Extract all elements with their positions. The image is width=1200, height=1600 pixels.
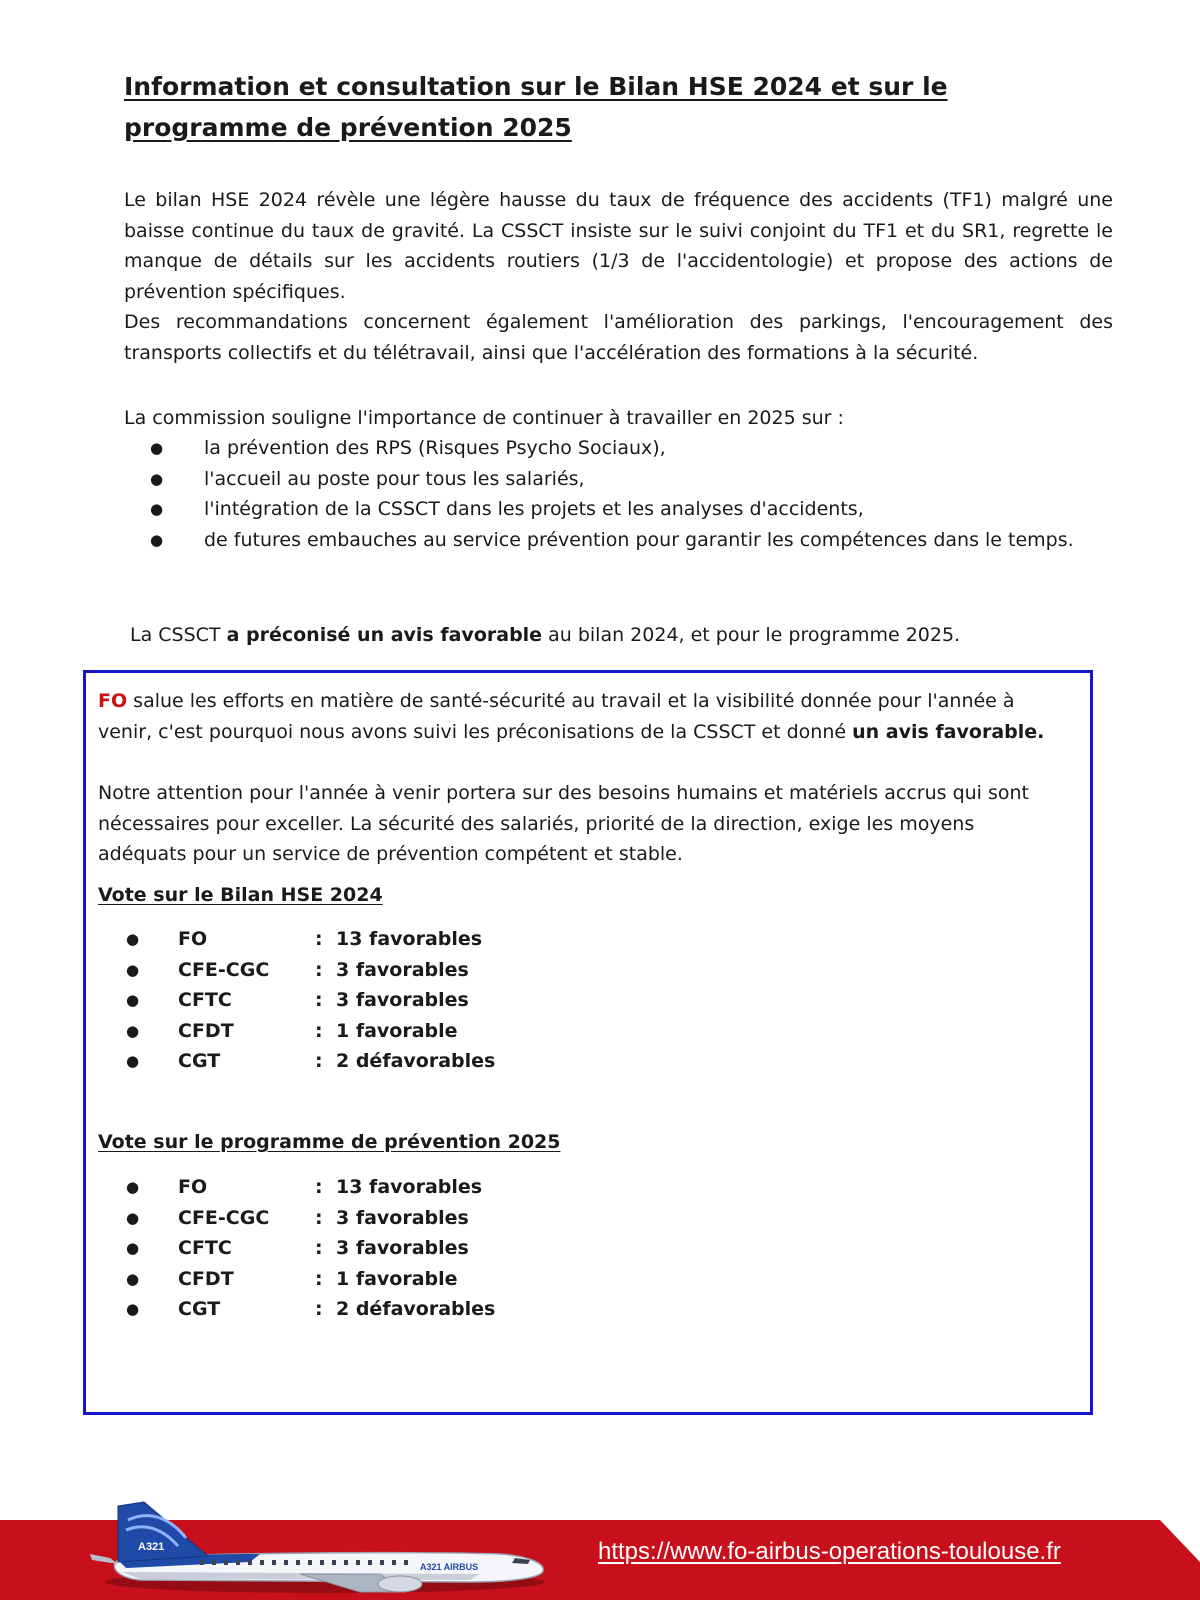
vote-row xyxy=(98,985,698,1016)
vote-1-list xyxy=(98,924,698,1077)
union-name: CFTC xyxy=(178,989,232,1011)
list-item xyxy=(124,494,1113,525)
vote-result: 3 favorables xyxy=(336,958,469,981)
vote-result: 1 favorable xyxy=(336,1267,458,1290)
bullet-icon: ● xyxy=(126,1300,140,1318)
separator: : xyxy=(315,1298,323,1320)
bullet-icon: ● xyxy=(150,469,164,488)
vote-result: 2 défavorables xyxy=(336,1298,496,1320)
separator: : xyxy=(315,928,323,950)
list-item-text: l'intégration de la CSSCT dans les projets et les analyses d'accidents, xyxy=(204,498,864,520)
bullet-icon: ● xyxy=(150,530,164,549)
bullet-icon: ● xyxy=(126,1269,140,1288)
union-name: CGT xyxy=(178,1298,221,1320)
union-name: CGT xyxy=(178,1050,221,1072)
bullet-icon: ● xyxy=(126,1052,140,1070)
union-name: CFE-CGC xyxy=(178,958,270,981)
vote-2-title: Vote sur le programme de prévention 2025 xyxy=(98,1131,561,1153)
priorities-list xyxy=(124,433,1113,555)
union-name: CFE-CGC xyxy=(178,1206,270,1229)
union-name: CFDT xyxy=(178,1267,234,1290)
bullet-icon: ● xyxy=(126,1021,140,1040)
vote-result: 13 favorables xyxy=(336,928,483,950)
fo-statement-paragraph-2: Notre attention pour l'année à venir portera sur des besoins humains et matériels accrus qui sont nécessaires pour exceller. La sécurité des salariés, priorité de la direction, exige les moyens adéquats pour un service de prévention compétent et stable. xyxy=(98,782,1029,865)
separator: : xyxy=(315,1050,323,1072)
vote-row xyxy=(98,1172,698,1203)
list-item xyxy=(124,464,1113,495)
footer-banner xyxy=(0,1450,1200,1600)
vote-result: 2 défavorables xyxy=(336,1050,496,1072)
vote-result: 1 favorable xyxy=(336,1019,458,1042)
vote-row xyxy=(98,1203,698,1234)
opinion-text-end: au bilan 2024, et pour le programme 2025. xyxy=(542,624,961,646)
bullet-icon: ● xyxy=(126,930,140,948)
separator: : xyxy=(315,1237,323,1259)
vote-row xyxy=(98,1233,698,1264)
list-item-text: de futures embauches au service prévention pour garantir les compétences dans le temps. xyxy=(204,528,1074,551)
vote-row xyxy=(98,1294,698,1325)
bullet-icon: ● xyxy=(126,1239,140,1257)
bullet-icon: ● xyxy=(126,1178,140,1196)
vote-row xyxy=(98,1264,698,1295)
bullet-icon: ● xyxy=(126,991,140,1009)
vote-1-title: Vote sur le Bilan HSE 2024 xyxy=(98,884,383,906)
union-name: CFTC xyxy=(178,1237,232,1259)
vote-row xyxy=(98,924,698,955)
bullet-icon: ● xyxy=(126,1208,140,1227)
fo-text: salue les efforts en matière de santé-sécurité au travail et la visibilité donnée pour l'année à venir, c'est pourquoi nous avons suivi les préconisations de la CSSCT et donné xyxy=(98,690,1015,743)
vote-result: 13 favorables xyxy=(336,1176,483,1198)
website-link[interactable]: https://www.fo-airbus-operations-toulouse.fr xyxy=(598,1538,1061,1565)
fo-label: FO xyxy=(98,690,128,712)
page-title: Information et consultation sur le Bilan HSE 2024 et sur le programme de prévention 2025 xyxy=(124,72,948,142)
separator: : xyxy=(315,1176,323,1198)
fo-statement-paragraph-1 xyxy=(98,686,1058,747)
union-name: FO xyxy=(178,928,208,950)
list-item xyxy=(124,433,1113,464)
list-item-text: la prévention des RPS (Risques Psycho Sociaux), xyxy=(204,437,666,459)
vote-result: 3 favorables xyxy=(336,1237,469,1259)
separator: : xyxy=(315,1267,323,1290)
intro-paragraph-3: La commission souligne l'importance de continuer à travailler en 2025 sur : xyxy=(124,407,844,429)
separator: : xyxy=(315,1206,323,1229)
separator: : xyxy=(315,989,323,1011)
separator: : xyxy=(315,1019,323,1042)
intro-paragraph-2: Des recommandations concernent également l'amélioration des parkings, l'encouragement des transports collectifs et du télétravail, ainsi que l'accélération des formations à la sécurité. xyxy=(124,311,1113,364)
list-item-text: l'accueil au poste pour tous les salariés, xyxy=(204,467,585,490)
vote-result: 3 favorables xyxy=(336,989,469,1011)
opinion-text: La CSSCT xyxy=(130,624,227,646)
vote-row xyxy=(98,1046,698,1077)
separator: : xyxy=(315,958,323,981)
union-name: CFDT xyxy=(178,1019,234,1042)
bullet-icon: ● xyxy=(150,500,164,518)
bullet-icon: ● xyxy=(150,439,164,457)
fo-text-bold: un avis favorable. xyxy=(852,720,1045,743)
plane-tail-text: A321 xyxy=(138,1541,165,1553)
opinion-bold: a préconisé un avis favorable xyxy=(226,624,543,646)
bullet-icon: ● xyxy=(126,960,140,979)
vote-2-list xyxy=(98,1172,698,1325)
union-name: FO xyxy=(178,1176,208,1198)
intro-paragraph-1: Le bilan HSE 2024 révèle une légère hausse du taux de fréquence des accidents (TF1) malgré une baisse continue du taux de gravité. La CSSCT insiste sur le suivi conjoint du TF1 et du SR1, regrette le manque de détails sur les accidents routiers (1/3 de l'accidentologie) et propose des actions de prévention spécifiques. xyxy=(124,189,1113,303)
vote-row xyxy=(98,1016,698,1047)
plane-body-text: A321 AIRBUS xyxy=(420,1562,479,1572)
list-item xyxy=(124,525,1113,556)
vote-result: 3 favorables xyxy=(336,1206,469,1229)
vote-row xyxy=(98,955,698,986)
cssct-opinion xyxy=(130,620,960,650)
